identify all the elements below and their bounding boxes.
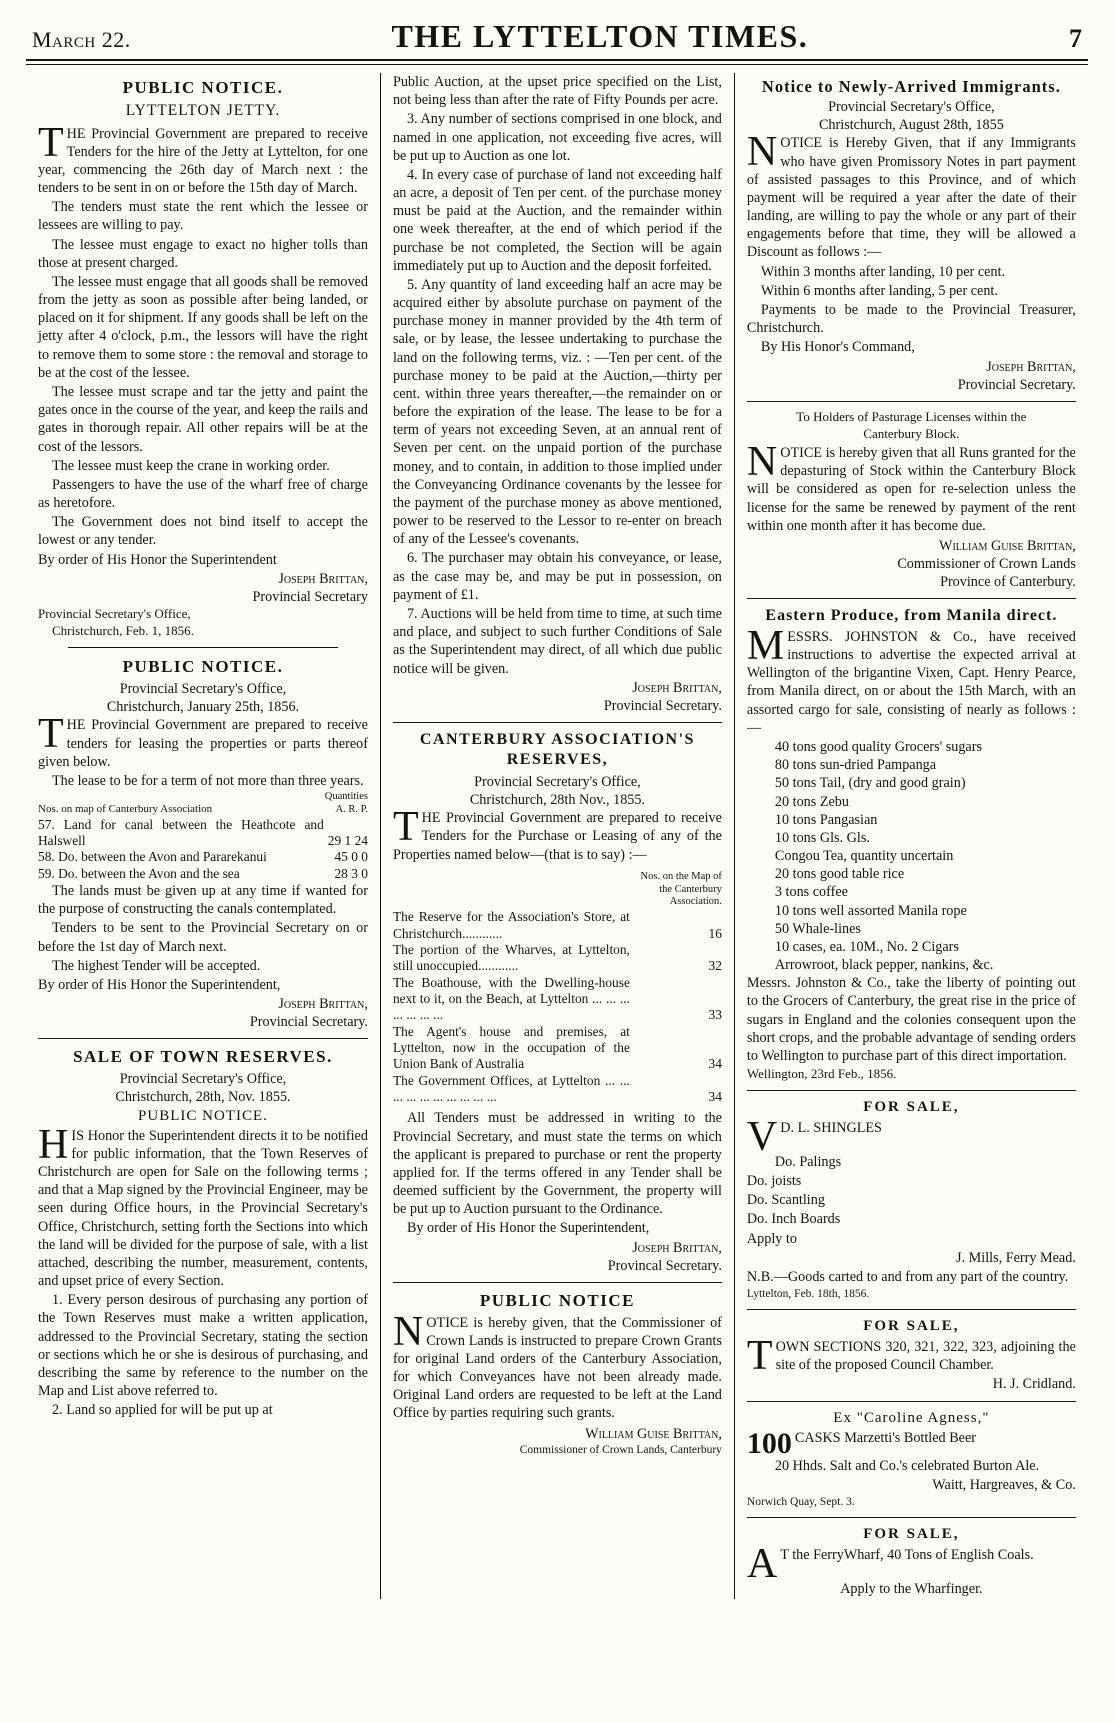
dropcap-t: T bbox=[392, 809, 419, 851]
row-number: 34 bbox=[708, 1088, 722, 1104]
table-col-header-map-nos: Nos. on the Map of the Canterbury Association. bbox=[640, 870, 722, 908]
paragraph: Public Auction, at the upset price specified on the List, not being less than after the rate of Fifty Pounds per acre. bbox=[392, 74, 722, 109]
row-quantity: 45 0 0 bbox=[334, 849, 368, 865]
paragraph: The tenders must state the rent which the lessee or lessees are willing to pay. bbox=[38, 199, 368, 234]
office-date: Christchurch, Feb. 1, 1856. bbox=[52, 622, 194, 638]
paragraph: OWN SECTIONS 320, 321, 322, 323, adjoining the site of the proposed Council Chamber. bbox=[775, 1339, 1076, 1374]
paragraph: The lessee must engage to exact no higher tolls than those at present charged. bbox=[38, 236, 368, 271]
table-row bbox=[393, 942, 722, 975]
row-label: The Government Offices, at Lyttelton ... ... ... ... ... ... ... ... ... ... bbox=[392, 1072, 630, 1104]
table-row bbox=[393, 1024, 722, 1073]
signature-name: Joseph Brittan, bbox=[632, 1239, 722, 1256]
for-sale-heading-2: FOR SALE, bbox=[863, 1317, 960, 1334]
row-label: The portion of the Wharves, at Lyttelton, still unoccupied............ bbox=[392, 941, 630, 974]
table-row bbox=[393, 1073, 722, 1106]
paragraph: HE Provincial Government are prepared to receive Tenders for the Purchase or Leasing of any of the Properties named below—(that is to say) :— bbox=[392, 810, 722, 863]
signature-title: Commissioner of Crown Lands, Canterbury bbox=[519, 1443, 722, 1456]
eastern-produce-heading: Eastern Produce, from Manila direct. bbox=[765, 607, 1058, 625]
divider bbox=[747, 401, 1076, 402]
table-col-header-right bbox=[324, 791, 368, 817]
signature-province: Province of Canterbury. bbox=[940, 574, 1076, 591]
paragraph: 1. Every person desirous of purchasing any portion of the Town Reserves must make a written application, addressed to the Provincial Secretary, stating the section or sections which he or she is desirous of purchasing, and describing the same by reference to the number on the Map and List above referred to. bbox=[38, 1292, 368, 1400]
eastern-produce-body bbox=[747, 628, 1076, 738]
list-item: 10 tons well assorted Manila rope bbox=[774, 902, 967, 919]
paragraph: The highest Tender will be accepted. bbox=[52, 957, 261, 974]
row-label: The Boathouse, with the Dwelling-house next to it, on the Beach, at Lyttelton ... ... ... ... ... ... ... bbox=[392, 974, 630, 1023]
paragraph: CASKS Marzetti's Bottled Beer bbox=[794, 1429, 976, 1446]
table-row bbox=[38, 849, 368, 865]
sale-item: Do. joists bbox=[746, 1173, 802, 1190]
paragraph: By order of His Honor the Superintendent, bbox=[406, 1220, 650, 1237]
table-row bbox=[38, 866, 368, 882]
signature-title: Provincial Secretary bbox=[252, 588, 368, 605]
signature-title: Provincal Secretary. bbox=[607, 1257, 722, 1274]
table-col-header-left: Nos. on map of Canterbury Association bbox=[38, 803, 213, 816]
paragraph: 6. The purchaser may obtain his conveyance, or lease, as the case may be, and may be put in possession, on payment of £1. bbox=[392, 550, 722, 603]
paragraph: HE Provincial Government are prepared to receive tenders for leasing the properties or parts thereof given below. bbox=[38, 717, 368, 770]
signature-name: Joseph Brittan, bbox=[986, 358, 1076, 375]
office-address: Provincial Secretary's Office, bbox=[828, 99, 995, 116]
divider bbox=[393, 1282, 722, 1283]
paragraph: 2. Land so applied for will be put up at bbox=[52, 1402, 273, 1419]
sale-item: Do. Inch Boards bbox=[746, 1211, 841, 1228]
office-date: Christchurch, 28th, Nov. 1855. bbox=[115, 1089, 291, 1106]
table-col-header-quantities: Quantities bbox=[324, 791, 368, 803]
divider bbox=[68, 647, 338, 648]
row-label: 57. Land for canal between the Heathcote and Halswell bbox=[38, 816, 324, 849]
canterbury-reserves-heading: CANTERBURY ASSOCIATION'S RESERVES, bbox=[419, 731, 695, 769]
office-date: Christchurch, January 25th, 1856. bbox=[106, 699, 300, 716]
paragraph: By order of His Honor the Superintendent, bbox=[38, 976, 281, 993]
row-quantity: 29 1 24 bbox=[327, 833, 368, 849]
paragraph: 3. Any number of sections comprised in one block, and named in one application, not exceeding five acres, will be put up to Auction as one lot. bbox=[392, 111, 722, 164]
public-notice-subheading: PUBLIC NOTICE. bbox=[138, 1107, 268, 1124]
row-number: 34 bbox=[708, 1056, 722, 1072]
paragraph: 20 Hhds. Salt and Co.'s celebrated Burton Ale. bbox=[774, 1457, 1040, 1474]
issue-date: March 22. bbox=[32, 27, 131, 52]
list-item: 10 tons Gls. Gls. bbox=[774, 829, 870, 846]
paragraph: By His Honor's Command, bbox=[760, 339, 915, 356]
row-label: The Agent's house and premises, at Lyttelton, now in the occupation of the Union Bank of Australia bbox=[392, 1023, 630, 1072]
paragraph: The lease to be for a term of not more than three years. bbox=[52, 772, 364, 789]
paragraph: Passengers to have the use of the wharf free of charge as heretofore. bbox=[38, 476, 368, 512]
paragraph: Tenders to be sent to the Provincial Secretary on or before the 1st day of March next. bbox=[38, 920, 368, 955]
list-item: Congou Tea, quantity uncertain bbox=[774, 848, 954, 865]
list-item: 80 tons sun-dried Pampanga bbox=[774, 757, 937, 774]
town-sections-sale-body bbox=[747, 1338, 1076, 1375]
divider bbox=[747, 1090, 1076, 1091]
dateline: Lyttelton, Feb. 18th, 1856. bbox=[746, 1288, 870, 1301]
pasturage-notice-subheading: Canterbury Block. bbox=[863, 426, 960, 442]
page-number: 7 bbox=[1069, 24, 1082, 53]
divider bbox=[747, 598, 1076, 599]
signature-name: William Guise Brittan, bbox=[585, 1425, 722, 1442]
table-row bbox=[393, 975, 722, 1024]
office-date: Christchurch, 28th Nov., 1855. bbox=[469, 792, 646, 809]
dropcap-t: T bbox=[38, 124, 64, 166]
office-address: Provincial Secretary's Office, bbox=[119, 1071, 287, 1088]
town-reserves-body bbox=[38, 1127, 368, 1292]
masthead bbox=[26, 18, 1088, 59]
paragraph: The lessee must keep the crane in working order. bbox=[52, 457, 330, 474]
divider bbox=[38, 1038, 368, 1039]
lyttelton-jetty-subheading: LYTTELTON JETTY. bbox=[125, 101, 281, 119]
paragraph: HE Provincial Government are prepared to receive Tenders for the hire of the Jetty at Lyttelton, for one year, commencing the 26th day of March next : the tenders to be sent in on or before the 15th day of March. bbox=[38, 125, 368, 197]
list-item: 10 cases, ea. 10M., No. 2 Cigars bbox=[774, 938, 959, 955]
paragraph: ESSRS. JOHNSTON & Co., have received instructions to advertise the expected arrival at Wellington of the brigantine Vixen, Capt. Henry Pearce, from Manila direct, on or about the 15th March, with an assorted cargo for sale, consisting of nearly as follows :— bbox=[746, 628, 1076, 736]
paragraph: Within 6 months after landing, 5 per cent. bbox=[760, 282, 998, 299]
for-sale-heading-3: FOR SALE, bbox=[863, 1525, 960, 1542]
note: N.B.—Goods carted to and from any part of the country. bbox=[746, 1268, 1069, 1285]
row-number: 33 bbox=[708, 1007, 722, 1023]
office-date: Christchurch, August 28th, 1855 bbox=[818, 117, 1004, 134]
signature-title: Provincial Secretary. bbox=[603, 697, 722, 714]
dropcap-v: V bbox=[746, 1118, 778, 1153]
paragraph: OTICE is hereby given that all Runs granted for the depasturing of Stock within the Canterbury Block will be considered as open for re-selection unless the license for the same be renewed by payment of the rent within one month after it has become due. bbox=[746, 445, 1076, 534]
office-address: Provincial Secretary's Office, bbox=[119, 681, 287, 698]
columns-container bbox=[26, 73, 1088, 1599]
dropcap-n: N bbox=[392, 1313, 424, 1355]
signature-name: Joseph Brittan, bbox=[632, 679, 722, 696]
paragraph: 5. Any quantity of land exceeding half an acre may be acquired either by absolute purchase on payment of the purchase money in manner provided by the 4th term of sale, or by lease, the lessee undertaking to purchase the land on the following terms, viz. : —Ten per cent. of the purchase money to be paid at the Auction,—thirty per cent. within three years thereafter,—the remainder on or before the expiration of the lease. The lease to be for a term of years not exceeding Seven, at an annual rent of Seven per cent. on the unpaid portion of the purchase money, and to contain, in addition to those implied under the Conveyancing Ordinance covenants by the lessee for the payment of the purchase money as above mentioned, power to be reserved to the Lessor to re-enter on breach of any of the Lessee's covenants. bbox=[392, 276, 722, 548]
newspaper-title: THE LYTTELTON TIMES. bbox=[391, 18, 809, 54]
seller-name: Waitt, Hargreaves, & Co. bbox=[932, 1476, 1076, 1493]
paragraph: The lessee must engage that all goods shall be removed from the jetty as soon as possible after being landed, or placed on it for shipment. If any goods shall be left on the jetty after 4 o'clock, p.m., the lessors will have the right to remove them to some store : the removal and storage to be at the cost of the lessee. bbox=[38, 273, 368, 381]
sale-item: Do. Palings bbox=[774, 1153, 842, 1170]
association-properties-table bbox=[393, 871, 722, 1106]
paragraph: Within 3 months after landing, 10 per cent. bbox=[760, 263, 1006, 280]
leasing-notice-body bbox=[38, 716, 368, 772]
row-label: 58. Do. between the Avon and Pararekanui bbox=[38, 849, 267, 865]
beer-sale-body bbox=[747, 1429, 1076, 1457]
column-1 bbox=[26, 73, 380, 1599]
divider bbox=[747, 1309, 1076, 1310]
list-item: 3 tons coffee bbox=[774, 884, 848, 901]
dropcap-t: T bbox=[38, 716, 64, 758]
paragraph: Payments to be made to the Provincial Treasurer, Christchurch. bbox=[746, 302, 1076, 337]
list-item: 50 Whale-lines bbox=[774, 920, 861, 937]
paragraph: The lands must be given up at any time if wanted for the purpose of constructing the canals contemplated. bbox=[38, 883, 368, 918]
paragraph: The Government does not bind itself to accept the lowest or any tender. bbox=[38, 514, 368, 549]
coals-sale-body bbox=[747, 1546, 1076, 1580]
paragraph: OTICE is Hereby Given, that if any Immigrants who have given Promissory Notes in part payment of assisted passages to this Province, and of which payment will be required a year after the date of their landing, are willing to pay the whole or any part of their engagements before that time, they will be allowed a Discount as follows :— bbox=[746, 135, 1076, 261]
paragraph: 7. Auctions will be held from time to time, at such time and place, and subject to such further Conditions of Sale as the Superintendent may direct, of all which due public notice will be given. bbox=[392, 605, 722, 677]
apply-to-line: Apply to the Wharfinger. bbox=[840, 1580, 983, 1597]
dropcap-n: N bbox=[746, 444, 778, 486]
paragraph: All Tenders must be addressed in writing to the Provincial Secretary, and must state the terms on which the applicant is prepared to purchase or rent the property applied for. If the terms offered in any Tender shall be deemed sufficient by the Government, the property will be put up to Auction pursuant to the Ordinance. bbox=[392, 1110, 722, 1218]
seller-name: H. J. Cridland. bbox=[992, 1376, 1076, 1393]
table-col-header-units: A. R. P. bbox=[335, 803, 368, 815]
office-address: Provincial Secretary's Office, bbox=[38, 606, 191, 622]
dropcap-h: H bbox=[38, 1126, 69, 1168]
table-row bbox=[38, 817, 368, 850]
sale-item: Do. Scantling bbox=[746, 1192, 825, 1209]
row-number: 16 bbox=[708, 925, 722, 941]
cargo-list bbox=[747, 738, 1076, 974]
divider bbox=[393, 722, 722, 723]
divider bbox=[747, 1517, 1076, 1518]
shingles-sale-body bbox=[747, 1119, 1076, 1153]
masthead-rule bbox=[26, 59, 1088, 65]
signature-title: Commissioner of Crown Lands bbox=[897, 556, 1076, 573]
signature-title: Provincial Secretary. bbox=[249, 1014, 368, 1031]
public-notice-heading-3: PUBLIC NOTICE bbox=[479, 1290, 635, 1310]
table-row bbox=[393, 909, 722, 942]
public-notice-heading: PUBLIC NOTICE. bbox=[122, 78, 284, 97]
dropcap-a: A bbox=[746, 1545, 778, 1580]
dropcap-m: M bbox=[746, 627, 785, 669]
paragraph: Messrs. Johnston & Co., take the liberty of pointing out to the Grocers of Canterbury, the great rise in the price of sugars in England and the colonies consequent upon the short crops, and the probable advantage of sending orders to Wellington to purchase part of this direct importation. bbox=[746, 975, 1076, 1064]
sale-of-town-reserves-heading: SALE OF TOWN RESERVES. bbox=[73, 1047, 333, 1067]
signature-title: Provincial Secretary. bbox=[957, 376, 1076, 393]
quantity-100: 100 bbox=[746, 1428, 792, 1457]
pasturage-notice-heading: To Holders of Pasturage Licenses within the bbox=[796, 408, 1027, 424]
signature-name: Joseph Brittan, bbox=[278, 996, 368, 1013]
caroline-agness-heading: Ex "Caroline Agness," bbox=[833, 1409, 990, 1426]
immigrants-notice-heading: Notice to Newly-Arrived Immigrants. bbox=[761, 77, 1061, 96]
column-3 bbox=[734, 73, 1088, 1599]
apply-to-label: Apply to bbox=[746, 1230, 797, 1247]
row-label: 59. Do. between the Avon and the sea bbox=[38, 865, 240, 881]
paragraph: The lessee must scrape and tar the jetty and paint the gates once in the course of the year, and keep the rails and gates in thorough repair. All other repairs will be at the cost of the lessors. bbox=[38, 383, 368, 455]
column-2 bbox=[380, 73, 734, 1599]
signature-name: William Guise Brittan, bbox=[939, 537, 1076, 554]
divider bbox=[747, 1401, 1076, 1402]
paragraph: T the FerryWharf, 40 Tons of English Coals. bbox=[780, 1546, 1034, 1563]
list-item: 20 tons good table rice bbox=[774, 866, 905, 883]
paragraph: IS Honor the Superintendent directs it to be notified for public information, that the Town Reserves of Christchurch are open for Sale on the following terms ; and that a Map signed by the Provincial Engineer, may be seen during Office hours, in the Provincial Secretary's Office, Christchurch, setting forth the Sections into which the land will be divided for the purpose of sale, with a list attached, describing the number, measurement, contents, and upset price of every Section. bbox=[38, 1127, 368, 1290]
dateline: Norwich Quay, Sept. 3. bbox=[746, 1496, 855, 1509]
public-notice-heading-2: PUBLIC NOTICE. bbox=[122, 657, 284, 677]
list-item: Arrowroot, black pepper, nankins, &c. bbox=[774, 957, 994, 974]
list-item: 40 tons good quality Grocers' sugars bbox=[774, 738, 982, 755]
table-header-row bbox=[393, 871, 722, 909]
list-item: 10 tons Pangasian bbox=[774, 811, 878, 828]
office-address: Provincial Secretary's Office, bbox=[474, 773, 641, 790]
table-header-row bbox=[38, 791, 368, 817]
jetty-notice-body bbox=[38, 125, 368, 199]
row-label: The Reserve for the Association's Store, at Christchurch............ bbox=[392, 909, 630, 941]
seller-name: J. Mills, Ferry Mead. bbox=[956, 1249, 1076, 1266]
reserves-quantities-table bbox=[38, 791, 368, 882]
signature-name: Joseph Brittan, bbox=[278, 570, 368, 587]
row-quantity: 28 3 0 bbox=[334, 865, 368, 881]
paragraph: D. L. SHINGLES bbox=[780, 1119, 882, 1136]
immigrants-notice-body bbox=[747, 134, 1076, 262]
canterbury-reserves-body bbox=[393, 809, 722, 865]
list-item: 20 tons Zebu bbox=[774, 793, 849, 810]
crown-grants-body bbox=[393, 1314, 722, 1424]
pasturage-notice-body bbox=[747, 444, 1076, 536]
dateline: Wellington, 23rd Feb., 1856. bbox=[746, 1066, 897, 1082]
list-item: 50 tons Tail, (dry and good grain) bbox=[774, 775, 966, 792]
paragraph: By order of His Honor the Superintendent bbox=[38, 551, 277, 568]
row-number: 32 bbox=[708, 958, 722, 974]
for-sale-heading: FOR SALE, bbox=[863, 1098, 960, 1115]
paragraph: 4. In every case of purchase of land not exceeding half an acre, a deposit of Ten per cent. of the purchase money must be paid at the Auction, and the remainder within one week thereafter, at the end of which period if the purchase be not completed, the Section will be again immediately put up to Auction and the deposit forfeited. bbox=[392, 166, 722, 274]
paragraph: OTICE is hereby given, that the Commissioner of Crown Lands is instructed to prepare Crown Grants for original Land orders of the Canterbury Association, for which Conveyances have not been already made. Original Land orders are requested to be left at the Land Office by parties requiring such grants. bbox=[392, 1314, 722, 1422]
dropcap-n: N bbox=[746, 134, 778, 176]
table-header-spacer bbox=[393, 871, 630, 909]
dropcap-t: T bbox=[746, 1338, 773, 1376]
